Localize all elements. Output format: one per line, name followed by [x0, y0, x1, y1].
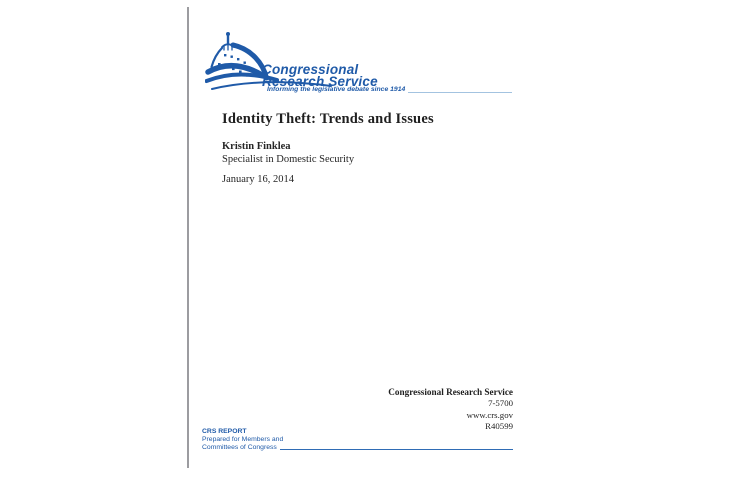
report-title: Identity Theft: Trends and Issues — [222, 111, 434, 127]
author-role: Specialist in Domestic Security — [222, 153, 355, 165]
logo-org-name — [262, 64, 378, 87]
author-name: Kristin Finklea — [222, 141, 291, 152]
logo-tagline: Informing the legislative debate since 1914 — [267, 86, 406, 93]
logo-tagline-row — [267, 86, 512, 94]
logo-org-line1: Congressional — [262, 62, 359, 77]
footer-divider-rule — [280, 449, 513, 450]
footer-publisher-block — [388, 387, 513, 432]
footer-org-name: Congressional Research Service — [388, 387, 513, 397]
report-date: January 16, 2014 — [222, 174, 295, 185]
crs-report-line2: Committees of Congress — [202, 443, 277, 451]
logo-divider-rule — [408, 92, 512, 93]
footer-phone: 7-5700 — [488, 398, 513, 409]
page-left-edge-line — [187, 7, 189, 468]
crs-report-line1: Prepared for Members and — [202, 435, 284, 443]
crs-report-branding — [202, 428, 513, 451]
logo-org-line2: Research Service — [262, 73, 378, 89]
footer-report-number: R40599 — [485, 420, 513, 431]
footer-website: www.crs.gov — [466, 409, 513, 420]
crs-report-label: CRS REPORT — [202, 428, 247, 435]
